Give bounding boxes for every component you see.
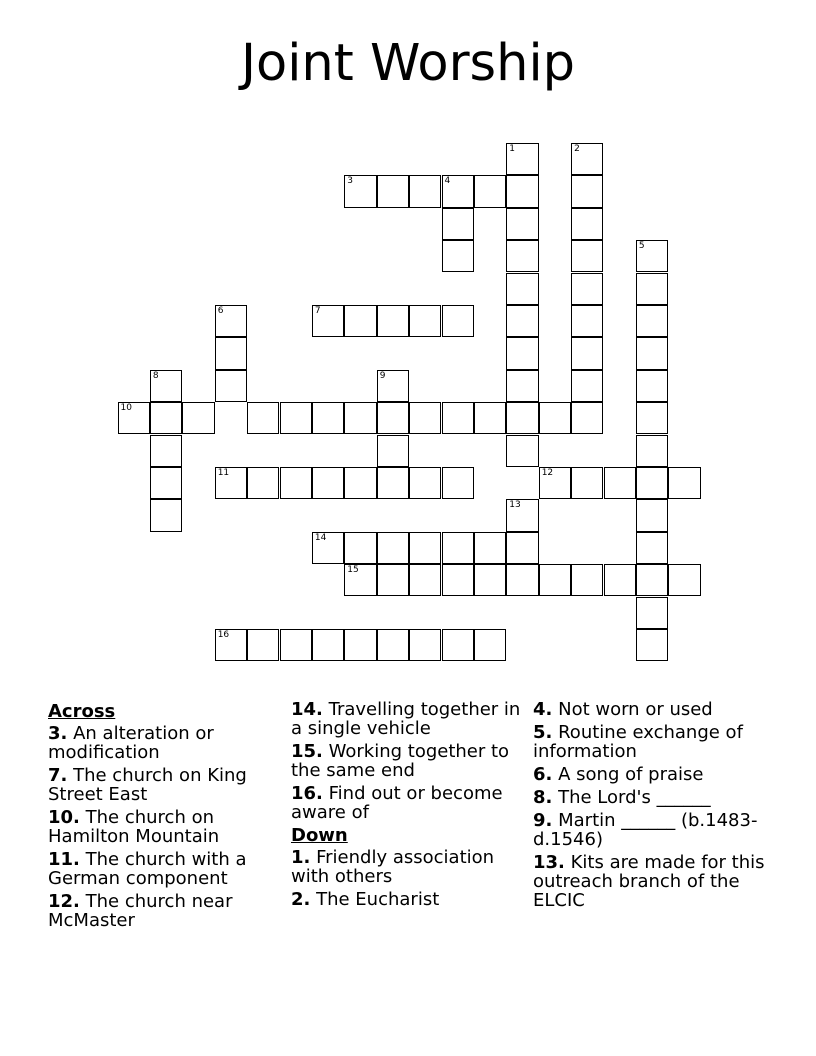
grid-cell[interactable] [474,532,506,564]
grid-cell[interactable] [668,564,700,596]
clue-number: 10 [120,403,132,414]
grid-cell[interactable] [377,564,409,596]
grid-cell[interactable] [344,402,376,434]
clue-number: 6 [217,305,224,316]
grid-cell[interactable] [636,402,668,434]
across-clue-14: 14. Travelling together in a single vehicle [291,699,521,739]
grid-cell[interactable] [280,629,312,661]
grid-cell[interactable] [118,402,150,434]
down-heading: Down [291,825,348,846]
grid-cell[interactable] [571,337,603,369]
grid-cell[interactable] [344,467,376,499]
grid-cell[interactable] [571,467,603,499]
grid-cell[interactable] [409,629,441,661]
grid-cell[interactable] [636,370,668,402]
grid-cell[interactable] [442,402,474,434]
down-clue-2: 2. The Eucharist [291,889,440,910]
across-clue-10: 10. The church on Hamilton Mountain [48,807,220,847]
grid-cell[interactable] [150,435,182,467]
grid-cell[interactable] [409,467,441,499]
grid-cell[interactable] [636,629,668,661]
grid-cell[interactable] [442,532,474,564]
grid-cell[interactable] [539,564,571,596]
grid-cell[interactable] [474,175,506,207]
grid-cell[interactable] [312,467,344,499]
grid-cell[interactable] [344,532,376,564]
grid-cell[interactable] [377,305,409,337]
grid-cell[interactable] [506,499,538,531]
grid-cell[interactable] [442,208,474,240]
grid-cell[interactable] [636,435,668,467]
grid-cell[interactable] [636,337,668,369]
grid-cell[interactable] [474,402,506,434]
grid-cell[interactable] [377,532,409,564]
grid-cell[interactable] [506,435,538,467]
clue-number: 12 [541,467,554,478]
grid-cell[interactable] [215,337,247,369]
grid-cell[interactable] [150,370,182,402]
grid-cell[interactable] [636,273,668,305]
clue-number: 3 [347,176,354,187]
grid-cell[interactable] [636,532,668,564]
grid-cell[interactable] [506,305,538,337]
down-clue-5: 5. Routine exchange of information [533,722,743,762]
grid-cell[interactable] [150,467,182,499]
grid-cell[interactable] [668,467,700,499]
grid-cell[interactable] [571,273,603,305]
grid-cell[interactable] [604,564,636,596]
grid-cell[interactable] [344,175,376,207]
grid-cell[interactable] [442,629,474,661]
clue-number: 9 [379,370,386,381]
grid-cell[interactable] [506,273,538,305]
grid-cell[interactable] [571,175,603,207]
grid-cell[interactable] [409,564,441,596]
grid-cell[interactable] [636,564,668,596]
grid-cell[interactable] [442,175,474,207]
across-clue-3: 3. An alteration or modification [48,723,214,763]
grid-cell[interactable] [312,305,344,337]
grid-cell[interactable] [409,532,441,564]
grid-cell[interactable] [247,629,279,661]
grid-cell[interactable] [636,240,668,272]
grid-cell[interactable] [344,564,376,596]
grid-cell[interactable] [506,532,538,564]
clue-number: 2 [574,143,580,154]
grid-cell[interactable] [280,467,312,499]
grid-cell[interactable] [506,208,538,240]
grid-cell[interactable] [636,597,668,629]
across-clue-15: 15. Working together to the same end [291,741,510,781]
clue-number: 11 [217,467,230,478]
clue-number: 13 [509,500,521,511]
down-clue-9: 9. Martin ______ (b.1483-d.1546) [533,810,758,850]
grid-cell[interactable] [571,208,603,240]
grid-cell[interactable] [377,370,409,402]
down-clue-8: 8. The Lord's ______ [533,787,711,808]
grid-cell[interactable] [636,467,668,499]
clue-number: 14 [314,532,327,543]
across-clue-12: 12. The church near McMaster [48,891,233,931]
down-clue-13: 13. Kits are made for this outreach branch of the ELCIC [533,852,765,911]
grid-cell[interactable] [409,175,441,207]
grid-cell[interactable] [539,467,571,499]
grid-cell[interactable] [409,402,441,434]
grid-cell[interactable] [571,240,603,272]
grid-cell[interactable] [442,240,474,272]
clue-list [0,700,816,1000]
grid-cell[interactable] [506,143,538,175]
grid-cell[interactable] [312,629,344,661]
grid-cell[interactable] [280,402,312,434]
grid-cell[interactable] [506,240,538,272]
grid-cell[interactable] [312,402,344,434]
grid-cell[interactable] [344,629,376,661]
clue-number: 16 [217,629,230,640]
grid-cell[interactable] [409,305,441,337]
grid-cell[interactable] [247,467,279,499]
grid-cell[interactable] [215,467,247,499]
grid-cell[interactable] [312,532,344,564]
grid-cell[interactable] [571,370,603,402]
grid-cell[interactable] [571,143,603,175]
grid-cell[interactable] [604,467,636,499]
grid-cell[interactable] [150,499,182,531]
grid-cell[interactable] [182,402,214,434]
grid-cell[interactable] [474,564,506,596]
grid-cell[interactable] [506,175,538,207]
grid-cell[interactable] [247,402,279,434]
grid-cell[interactable] [442,467,474,499]
clue-number: 1 [509,143,516,154]
across-clue-7: 7. The church on King Street East [48,765,247,805]
clue-number: 8 [152,370,159,381]
clue-column-1 [48,700,284,934]
grid-cell[interactable] [571,402,603,434]
across-clue-16: 16. Find out or become aware of [291,783,503,823]
grid-cell[interactable] [636,499,668,531]
grid-cell[interactable] [377,175,409,207]
grid-cell[interactable] [506,402,538,434]
clue-number: 15 [347,565,359,576]
grid-cell[interactable] [571,305,603,337]
down-clue-4: 4. Not worn or used [533,699,713,720]
grid-cell[interactable] [377,467,409,499]
clue-number: 5 [638,241,645,252]
grid-cell[interactable] [442,305,474,337]
grid-cell[interactable] [215,629,247,661]
grid-cell[interactable] [442,564,474,596]
across-heading: Across [48,701,116,722]
grid-cell[interactable] [150,402,182,434]
grid-cell[interactable] [506,564,538,596]
down-clue-1: 1. Friendly association with others [291,847,495,887]
clue-column-3 [533,700,769,914]
grid-cell[interactable] [571,564,603,596]
clue-number: 7 [314,305,321,316]
grid-cell[interactable] [344,305,376,337]
grid-cell[interactable] [377,435,409,467]
grid-cell[interactable] [215,305,247,337]
grid-cell[interactable] [539,402,571,434]
clue-number: 4 [444,176,451,187]
across-clue-11: 11. The church with a German component [48,849,247,889]
grid-cell[interactable] [636,305,668,337]
puzzle-title: Joint Worship [241,34,575,93]
grid-cell[interactable] [215,370,247,402]
grid-cell[interactable] [377,629,409,661]
grid-cell[interactable] [474,629,506,661]
down-clue-6: 6. A song of praise [533,764,704,785]
grid-cell[interactable] [506,370,538,402]
grid-cell[interactable] [506,337,538,369]
grid-cell[interactable] [377,402,409,434]
clue-column-2 [291,700,527,913]
